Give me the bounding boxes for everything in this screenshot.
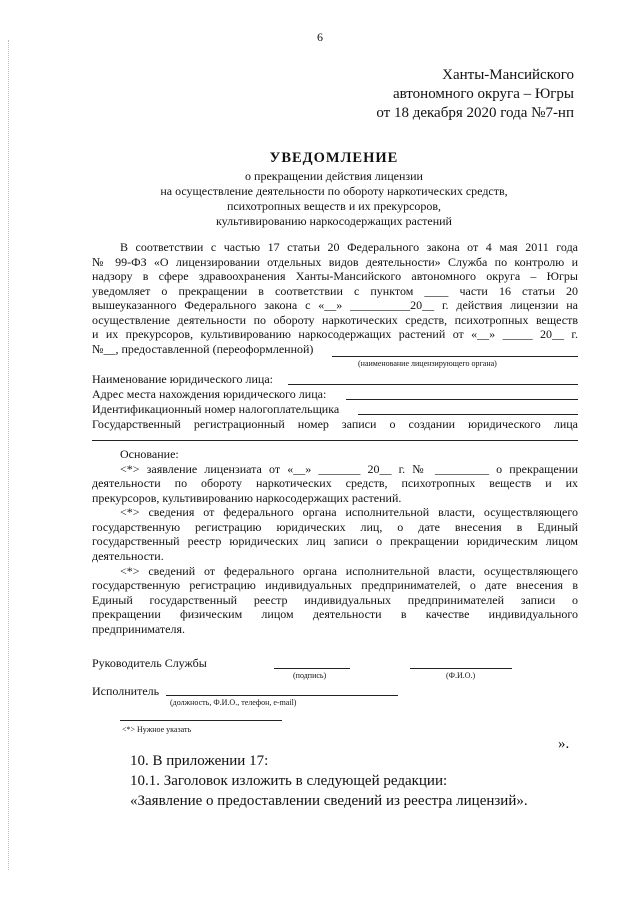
fio-caption: (Ф.И.О.) xyxy=(446,671,476,680)
intro-line: уведомляет о прекращении в соответствии с пунктом ____ части 16 статьи 20 xyxy=(92,284,578,298)
basis-heading: Основание: xyxy=(120,447,179,461)
page-number: 6 xyxy=(317,30,323,44)
basis-item-line: государственный реестр юридических лиц записи о прекращении юридическим лицом xyxy=(92,534,578,548)
basis-item-line: Единый государственный реестр индивидуальных предпринимателей записи о xyxy=(92,593,578,607)
basis-item-line: деятельности. xyxy=(92,549,164,563)
field-legal-name-label: Наименование юридического лица: xyxy=(92,372,273,386)
fio-blank xyxy=(410,668,512,669)
executor-label: Исполнитель xyxy=(92,684,160,698)
subtitle-line: о прекращении действия лицензии xyxy=(245,169,423,183)
footnote-text: <*> Нужное указать xyxy=(122,725,192,734)
address-blank xyxy=(346,399,578,400)
executor-caption: (должность, Ф.И.О., телефон, e-mail) xyxy=(170,698,297,707)
closing-quote: ». xyxy=(558,736,570,752)
intro-line: надзору в сфере здравоохранения Ханты-Мансийского автономного округа – Югры xyxy=(92,269,578,283)
field-ogrn-label: Государственный регистрационный номер записи о создании юридического лица xyxy=(92,417,578,431)
subtitle-line: психотропных веществ и их прекурсоров, xyxy=(226,199,442,213)
header-line-1: Ханты-Мансийского xyxy=(442,67,574,83)
signature-blank xyxy=(274,668,350,669)
basis-item-line: государственную регистрацию юридических лиц, о дате внесения в Единый xyxy=(92,520,578,534)
executor-blank xyxy=(166,695,398,696)
basis-item-line: <*> заявление лицензиата от «__» _______ 20__ г. № _________ о прекращении xyxy=(120,462,578,476)
organ-caption: (наименование лицензирующего органа) xyxy=(358,359,497,368)
intro-line: вышеуказанного Федерального закона с «__» __________20__ г. действия лицензии на xyxy=(92,298,578,312)
intro-line: №__, предоставленной (переоформленной) xyxy=(92,342,314,356)
intro-line: В соответствии с частью 17 статьи 20 Федерального закона от 4 мая 2011 года xyxy=(120,240,578,254)
header-line-3: от 18 декабря 2020 года №7-нп xyxy=(376,105,574,121)
basis-item-line: деятельности по обороту наркотических средств, психотропных веществ и их xyxy=(92,476,578,490)
basis-item-line: государственную регистрацию индивидуальных предпринимателей, о дате внесения в xyxy=(92,578,578,592)
document-title: УВЕДОМЛЕНИЕ xyxy=(269,150,399,166)
subtitle-line: на осуществление деятельности по обороту наркотических средств, xyxy=(160,184,508,198)
basis-item-line: <*> сведения от федерального органа исполнительной власти, осуществляющего xyxy=(120,505,578,519)
basis-item-line: предпринимателя. xyxy=(92,622,185,636)
basis-item-line: <*> сведений от федерального органа исполнительной власти, осуществляющего xyxy=(120,564,578,578)
ogrn-blank xyxy=(92,440,578,441)
field-inn-label: Идентификационный номер налогоплательщика xyxy=(92,402,340,416)
amendment-line: «Заявление о предоставлении сведений из реестра лицензий». xyxy=(130,793,528,809)
organ-blank-line xyxy=(332,356,578,357)
amendment-line: 10.1. Заголовок изложить в следующей редакции: xyxy=(130,773,448,789)
intro-line: и их прекурсоров, культивированию наркосодержащих растений от «__» _____ 20__ г. xyxy=(92,327,578,341)
basis-item-line: прекурсоров, культивированию наркосодержащих растений. xyxy=(92,491,402,505)
inn-blank xyxy=(358,414,578,415)
head-of-service-label: Руководитель Службы xyxy=(92,656,207,670)
intro-line: осуществление деятельности по обороту наркотических средств, психотропных веществ xyxy=(92,313,578,327)
intro-line: № 99-ФЗ «О лицензировании отдельных видов деятельности» Служба по контролю и xyxy=(92,255,578,269)
field-address-label: Адрес места нахождения юридического лица: xyxy=(92,387,327,401)
amendment-line: 10. В приложении 17: xyxy=(130,753,269,769)
signature-caption: (подпись) xyxy=(293,671,327,680)
scan-edge xyxy=(8,40,10,870)
legal-name-blank xyxy=(288,384,578,385)
footnote-rule xyxy=(120,720,282,721)
basis-item-line: прекращении физическим лицом деятельности в качестве индивидуального xyxy=(92,607,578,621)
header-line-2: автономного округа – Югры xyxy=(392,86,574,102)
subtitle-line: культивированию наркосодержащих растений xyxy=(216,214,452,228)
